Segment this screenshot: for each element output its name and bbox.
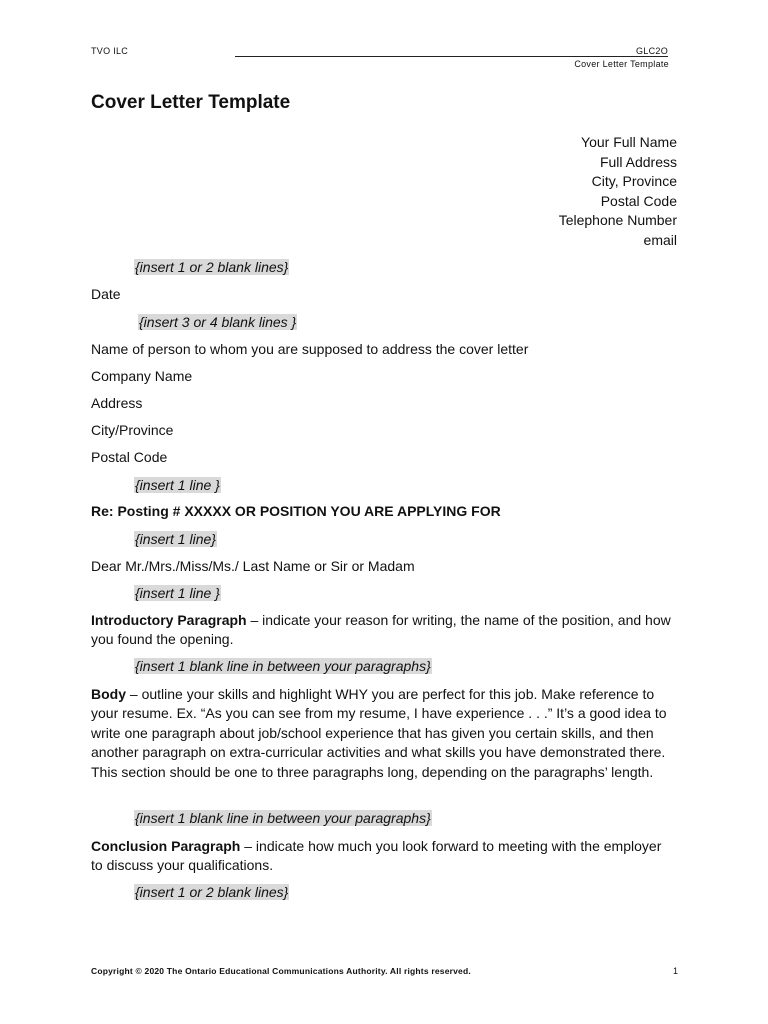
sender-full-name: Your Full Name bbox=[581, 134, 677, 150]
conclusion-paragraph bbox=[91, 837, 676, 876]
body-paragraph bbox=[91, 685, 676, 782]
intro-label: Introductory Paragraph bbox=[91, 612, 247, 628]
note-after-salutation: {insert 1 line } bbox=[135, 585, 220, 601]
re-line: Re: Posting # XXXXX OR POSITION YOU ARE APPLYING FOR bbox=[91, 503, 501, 519]
body-label: Body bbox=[91, 686, 126, 702]
note-between-paragraphs-1: {insert 1 blank line in between your paragraphs} bbox=[135, 658, 431, 674]
sender-block bbox=[559, 133, 677, 251]
conclusion-label: Conclusion Paragraph bbox=[91, 838, 241, 854]
sender-city-province: City, Province bbox=[591, 173, 677, 190]
recipient-postal-code: Postal Code bbox=[91, 449, 168, 465]
intro-text: – indicate your reason for writing, the name of the position, and how you found the opening. bbox=[91, 612, 671, 648]
conclusion-text: – indicate how much you look forward to meeting with the employer to discuss your qualifications. bbox=[91, 838, 662, 874]
sender-full-address: Full Address bbox=[599, 153, 677, 170]
footer-copyright: Copyright © 2020 The Ontario Educational Communications Authority. All rights reserved. bbox=[91, 966, 471, 976]
note-between-paragraphs-2: {insert 1 blank line in between your paragraphs} bbox=[135, 810, 431, 826]
salutation: Dear Mr./Mrs./Miss/Ms./ Last Name or Sir or Madam bbox=[91, 558, 415, 574]
header-org: TVO ILC bbox=[91, 46, 129, 56]
recipient-address: Address bbox=[91, 395, 143, 411]
note-after-date: {insert 3 or 4 blank lines } bbox=[139, 314, 297, 330]
recipient-city-province: City/Province bbox=[91, 422, 174, 438]
note-after-sender: {insert 1 or 2 blank lines} bbox=[135, 259, 289, 275]
page-title: Cover Letter Template bbox=[91, 92, 291, 113]
sender-email: email bbox=[643, 231, 677, 248]
sender-telephone: Telephone Number bbox=[558, 212, 677, 229]
page-number: 1 bbox=[672, 966, 678, 976]
note-after-conclusion: {insert 1 or 2 blank lines} bbox=[135, 884, 289, 900]
header-rule bbox=[235, 56, 668, 57]
intro-paragraph bbox=[91, 611, 676, 650]
date-label: Date bbox=[91, 286, 121, 302]
note-after-recipient: {insert 1 line } bbox=[135, 477, 220, 493]
recipient-company: Company Name bbox=[91, 368, 193, 384]
sender-postal-code: Postal Code bbox=[600, 192, 677, 209]
header-course: GLC2O bbox=[635, 46, 668, 56]
body-text: – outline your skills and highlight WHY you are perfect for this job. Make reference to your resume. Ex. “As you can see from my resume, I have experience . . .” It’s a good idea to write one paragraph about job/school experience that has given you certain skills, and then another paragraph on extra-curricular activities and what skills you have demonstrated there. This section should be one to three paragraphs long, depending on the paragraphs’ length. bbox=[91, 686, 667, 780]
recipient-name-line: Name of person to whom you are supposed to address the cover letter bbox=[91, 341, 529, 357]
header-doc-label: Cover Letter Template bbox=[574, 59, 669, 69]
note-after-re: {insert 1 line} bbox=[135, 531, 216, 547]
